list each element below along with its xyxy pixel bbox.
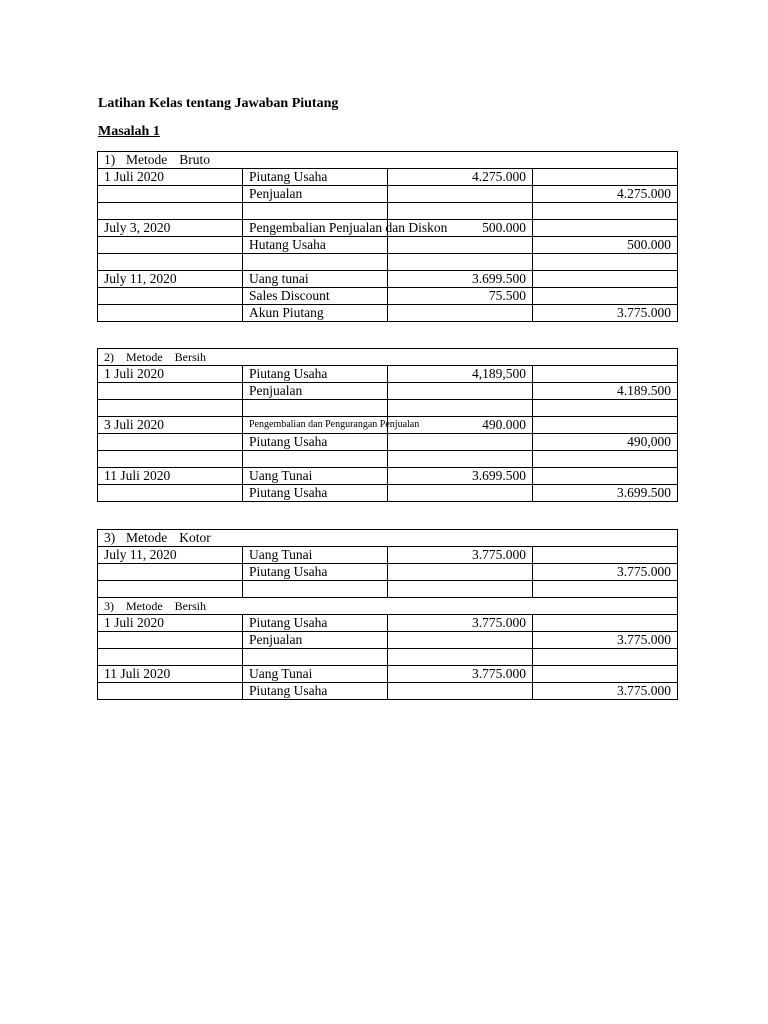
- credit-amount: [533, 547, 678, 564]
- credit-account: Hutang Usaha: [243, 237, 388, 254]
- document-title: Latihan Kelas tentang Jawaban Piutang: [98, 96, 339, 111]
- debit-amount: [388, 305, 533, 322]
- debit-amount: [388, 383, 533, 400]
- blank-row: [98, 581, 678, 598]
- table-header-row: [98, 530, 678, 547]
- debit-account: Piutang Usaha: [243, 615, 388, 632]
- credit-amount: 4.189.500: [533, 383, 678, 400]
- entry-date: [98, 564, 243, 581]
- problem-heading: Masalah 1: [98, 124, 160, 139]
- entry-date: [98, 237, 243, 254]
- blank-row: [98, 254, 678, 271]
- table-row: [98, 615, 678, 632]
- credit-account: Penjualan: [243, 632, 388, 649]
- debit-amount: 4,189,500: [388, 366, 533, 383]
- table-row: [98, 632, 678, 649]
- debit-account: Sales Discount: [243, 288, 388, 305]
- credit-amount: 3.775.000: [533, 632, 678, 649]
- credit-amount: 4.275.000: [533, 186, 678, 203]
- credit-amount: [533, 220, 678, 237]
- credit-amount: [533, 417, 678, 434]
- table-row: [98, 683, 678, 700]
- header-label: Metode: [126, 530, 168, 545]
- entry-date: July 3, 2020: [98, 220, 243, 237]
- entry-date: July 11, 2020: [98, 547, 243, 564]
- table-row: [98, 547, 678, 564]
- table-row: [98, 305, 678, 322]
- credit-amount: [533, 366, 678, 383]
- table-row: [98, 417, 678, 434]
- credit-amount: [533, 169, 678, 186]
- entry-date: 11 Juli 2020: [98, 468, 243, 485]
- credit-amount: 500.000: [533, 237, 678, 254]
- debit-amount: 3.699.500: [388, 271, 533, 288]
- method-subheader: [98, 598, 678, 615]
- table-row: [98, 434, 678, 451]
- debit-amount: 3.775.000: [388, 615, 533, 632]
- debit-account: Uang Tunai: [243, 468, 388, 485]
- debit-amount: [388, 186, 533, 203]
- debit-account: Uang Tunai: [243, 666, 388, 683]
- header-label: Metode: [126, 152, 168, 167]
- credit-amount: [533, 666, 678, 683]
- blank-row: [98, 203, 678, 220]
- credit-account: Piutang Usaha: [243, 683, 388, 700]
- credit-amount: [533, 468, 678, 485]
- entry-date: [98, 305, 243, 322]
- blank-row: [98, 400, 678, 417]
- table-row: [98, 186, 678, 203]
- debit-amount: [388, 564, 533, 581]
- table-row: [98, 383, 678, 400]
- debit-amount: [388, 434, 533, 451]
- journal-table-kotor: [97, 529, 678, 700]
- credit-amount: [533, 271, 678, 288]
- credit-account: Penjualan: [243, 383, 388, 400]
- subheader-label: Metode: [126, 599, 163, 613]
- debit-amount: 3.775.000: [388, 547, 533, 564]
- method-header: [98, 152, 678, 169]
- credit-account: Piutang Usaha: [243, 564, 388, 581]
- entry-date: 1 Juli 2020: [98, 615, 243, 632]
- debit-amount: [388, 632, 533, 649]
- entry-date: [98, 434, 243, 451]
- blank-row: [98, 451, 678, 468]
- table-row: [98, 485, 678, 502]
- credit-account: Akun Piutang: [243, 305, 388, 322]
- debit-amount: [388, 485, 533, 502]
- credit-account: Penjualan: [243, 186, 388, 203]
- entry-date: 1 Juli 2020: [98, 366, 243, 383]
- credit-amount: 3.775.000: [533, 564, 678, 581]
- debit-amount: 3.699.500: [388, 468, 533, 485]
- entry-date: 11 Juli 2020: [98, 666, 243, 683]
- entry-date: [98, 485, 243, 502]
- debit-account: Piutang Usaha: [243, 366, 388, 383]
- method-header: [98, 349, 678, 366]
- header-method: Kotor: [179, 530, 211, 545]
- table-row: [98, 169, 678, 186]
- header-method: Bruto: [179, 152, 211, 167]
- debit-account: Pengembalian dan Pengurangan Penjualan: [243, 417, 388, 434]
- entry-date: [98, 186, 243, 203]
- debit-amount: 500.000: [388, 220, 533, 237]
- debit-account: Uang tunai: [243, 271, 388, 288]
- debit-account: Pengembalian Penjualan dan Diskon: [243, 220, 388, 237]
- entry-date: 1 Juli 2020: [98, 169, 243, 186]
- entry-date: 3 Juli 2020: [98, 417, 243, 434]
- subheader-number: 3): [104, 599, 114, 613]
- debit-amount: [388, 683, 533, 700]
- table-row: [98, 366, 678, 383]
- header-method: Bersih: [174, 350, 206, 364]
- header-number: 3): [104, 530, 116, 545]
- debit-account: Piutang Usaha: [243, 169, 388, 186]
- method-header: [98, 530, 678, 547]
- table-row: [98, 666, 678, 683]
- debit-amount: 3.775.000: [388, 666, 533, 683]
- table-header-row: [98, 349, 678, 366]
- entry-date: [98, 632, 243, 649]
- credit-account: Piutang Usaha: [243, 485, 388, 502]
- table-subheader-row: [98, 598, 678, 615]
- debit-account: Uang Tunai: [243, 547, 388, 564]
- entry-date: [98, 383, 243, 400]
- table-row: [98, 237, 678, 254]
- header-label: Metode: [126, 350, 163, 364]
- subheader-method: Bersih: [174, 599, 206, 613]
- table-row: [98, 271, 678, 288]
- blank-row: [98, 649, 678, 666]
- credit-amount: 3.699.500: [533, 485, 678, 502]
- header-number: 2): [104, 350, 114, 364]
- credit-amount: [533, 615, 678, 632]
- journal-table-bersih: [97, 348, 678, 502]
- credit-amount: 490,000: [533, 434, 678, 451]
- debit-amount: 75.500: [388, 288, 533, 305]
- table-header-row: [98, 152, 678, 169]
- debit-amount: [388, 237, 533, 254]
- credit-amount: 3.775.000: [533, 305, 678, 322]
- debit-amount: 490.000: [388, 417, 533, 434]
- debit-amount: 4.275.000: [388, 169, 533, 186]
- table-row: [98, 220, 678, 237]
- entry-date: [98, 683, 243, 700]
- table-row: [98, 288, 678, 305]
- credit-amount: 3.775.000: [533, 683, 678, 700]
- entry-date: July 11, 2020: [98, 271, 243, 288]
- header-number: 1): [104, 152, 116, 167]
- entry-date: [98, 288, 243, 305]
- credit-amount: [533, 288, 678, 305]
- credit-account: Piutang Usaha: [243, 434, 388, 451]
- journal-table-bruto: [97, 151, 678, 322]
- table-row: [98, 468, 678, 485]
- table-row: [98, 564, 678, 581]
